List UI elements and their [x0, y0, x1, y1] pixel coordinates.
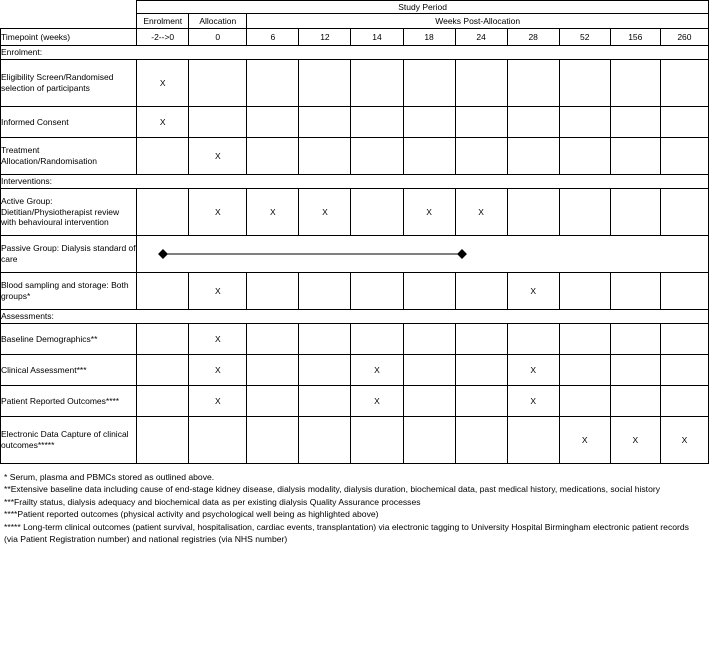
footnotes	[0, 471, 709, 546]
passive-group-timeline-cell	[137, 236, 709, 273]
cell-mark	[559, 324, 610, 355]
table-row	[1, 386, 709, 417]
cell-mark	[403, 386, 455, 417]
timeline-end-diamond-icon	[457, 249, 467, 259]
cell-mark	[403, 138, 455, 175]
timepoint-0: -2-->0	[137, 29, 189, 46]
cell-mark	[660, 107, 708, 138]
cell-mark: X	[660, 417, 708, 464]
row-label-passive-group: Passive Group: Dialysis standard of care	[1, 236, 137, 273]
footnote-5: ***** Long-term clinical outcomes (patient survival, hospitalisation, cardiac events, transplantation) via electronic tagging to University Hospital Birmingham electronic patient records (via Patient Registration number) and national registries (via NHS number)	[4, 521, 689, 545]
cell-mark	[403, 417, 455, 464]
cell-mark	[455, 386, 507, 417]
timepoint-10: 260	[660, 29, 708, 46]
cell-mark	[559, 386, 610, 417]
timepoint-1: 0	[189, 29, 247, 46]
header-corner-blank	[1, 1, 137, 14]
cell-mark	[559, 273, 610, 310]
cell-mark	[137, 355, 189, 386]
cell-mark	[247, 273, 299, 310]
table-row	[1, 355, 709, 386]
cell-mark	[247, 60, 299, 107]
row-label-blood-sampling: Blood sampling and storage: Both groups*	[1, 273, 137, 310]
cell-mark	[610, 386, 660, 417]
cell-mark	[247, 386, 299, 417]
cell-mark	[660, 60, 708, 107]
row-label-patient-reported-outcomes: Patient Reported Outcomes****	[1, 386, 137, 417]
cell-mark	[351, 324, 403, 355]
cell-mark: X	[189, 138, 247, 175]
cell-mark	[137, 138, 189, 175]
cell-mark: X	[610, 417, 660, 464]
cell-mark	[660, 189, 708, 236]
cell-mark	[137, 386, 189, 417]
cell-mark: X	[189, 386, 247, 417]
cell-mark	[610, 273, 660, 310]
cell-mark	[137, 324, 189, 355]
cell-mark	[455, 355, 507, 386]
cell-mark	[455, 324, 507, 355]
cell-mark	[610, 138, 660, 175]
cell-mark	[247, 417, 299, 464]
table-row	[1, 273, 709, 310]
cell-mark: X	[189, 355, 247, 386]
cell-mark	[559, 107, 610, 138]
header-timepoint-label: Timepoint (weeks)	[1, 29, 137, 46]
section-title-enrolment: Enrolment:	[1, 46, 709, 60]
row-label-informed-consent: Informed Consent	[1, 107, 137, 138]
cell-mark	[247, 324, 299, 355]
cell-mark	[247, 138, 299, 175]
timepoint-4: 14	[351, 29, 403, 46]
table-row	[1, 189, 709, 236]
row-label-eligibility-screen: Eligibility Screen/Randomised selection of participants	[1, 60, 137, 107]
cell-mark	[351, 107, 403, 138]
footnote-1: * Serum, plasma and PBMCs stored as outlined above.	[4, 472, 215, 482]
header-study-period: Study Period	[137, 1, 709, 14]
cell-mark	[559, 138, 610, 175]
cell-mark	[247, 107, 299, 138]
table-row	[1, 236, 709, 273]
header-post-allocation: Weeks Post-Allocation	[247, 14, 709, 29]
cell-mark	[610, 60, 660, 107]
cell-mark	[403, 273, 455, 310]
cell-mark	[351, 60, 403, 107]
timepoint-8: 52	[559, 29, 610, 46]
timeline-start-diamond-icon	[158, 249, 168, 259]
timepoint-6: 24	[455, 29, 507, 46]
row-label-electronic-data-capture: Electronic Data Capture of clinical outcomes*****	[1, 417, 137, 464]
cell-mark	[299, 107, 351, 138]
cell-mark	[189, 417, 247, 464]
cell-mark	[507, 324, 559, 355]
cell-mark	[455, 60, 507, 107]
section-header-row	[1, 175, 709, 189]
cell-mark: X	[559, 417, 610, 464]
header-corner-blank-2	[1, 14, 137, 29]
cell-mark	[455, 138, 507, 175]
timepoint-9: 156	[610, 29, 660, 46]
schedule-table-body	[1, 1, 709, 464]
cell-mark	[507, 138, 559, 175]
cell-mark	[660, 138, 708, 175]
cell-mark: X	[403, 189, 455, 236]
table-row	[1, 138, 709, 175]
cell-mark	[507, 107, 559, 138]
timepoint-7: 28	[507, 29, 559, 46]
cell-mark	[137, 417, 189, 464]
cell-mark	[507, 60, 559, 107]
table-row	[1, 417, 709, 464]
cell-mark	[610, 324, 660, 355]
header-row-phases	[1, 14, 709, 29]
cell-mark: X	[507, 355, 559, 386]
timepoint-5: 18	[403, 29, 455, 46]
cell-mark	[610, 355, 660, 386]
cell-mark	[247, 355, 299, 386]
cell-mark	[299, 60, 351, 107]
cell-mark: X	[247, 189, 299, 236]
cell-mark	[351, 417, 403, 464]
row-label-active-group: Active Group: Dietitian/Physiotherapist review with behavioural intervention	[1, 189, 137, 236]
cell-mark: X	[507, 386, 559, 417]
cell-mark	[403, 355, 455, 386]
section-title-assessments: Assessments:	[1, 310, 709, 324]
cell-mark	[137, 273, 189, 310]
cell-mark	[299, 324, 351, 355]
cell-mark	[189, 60, 247, 107]
footnote-4: ****Patient reported outcomes (physical activity and psychological well being as highlighted above)	[4, 509, 379, 520]
cell-mark	[137, 189, 189, 236]
cell-mark	[559, 189, 610, 236]
cell-mark: X	[137, 107, 189, 138]
cell-mark: X	[137, 60, 189, 107]
table-row	[1, 107, 709, 138]
cell-mark: X	[507, 273, 559, 310]
cell-mark	[610, 107, 660, 138]
header-row-period	[1, 1, 709, 14]
cell-mark	[351, 273, 403, 310]
cell-mark	[189, 107, 247, 138]
cell-mark	[660, 273, 708, 310]
cell-mark	[403, 60, 455, 107]
header-allocation: Allocation	[189, 14, 247, 29]
cell-mark	[455, 107, 507, 138]
cell-mark	[299, 273, 351, 310]
cell-mark: X	[189, 273, 247, 310]
cell-mark	[559, 60, 610, 107]
table-row	[1, 60, 709, 107]
cell-mark: X	[455, 189, 507, 236]
cell-mark	[299, 386, 351, 417]
cell-mark	[403, 324, 455, 355]
cell-mark	[610, 189, 660, 236]
cell-mark	[660, 324, 708, 355]
row-label-baseline-demographics: Baseline Demographics**	[1, 324, 137, 355]
cell-mark	[299, 417, 351, 464]
cell-mark	[507, 417, 559, 464]
footnote-3: ***Frailty status, dialysis adequacy and biochemical data as per existing dialysis Quality Assurance processes	[4, 496, 421, 507]
cell-mark: X	[189, 324, 247, 355]
timepoint-2: 6	[247, 29, 299, 46]
section-header-row	[1, 310, 709, 324]
timepoint-3: 12	[299, 29, 351, 46]
row-label-treatment-allocation: Treatment Allocation/Randomisation	[1, 138, 137, 175]
cell-mark	[559, 355, 610, 386]
header-row-timepoints	[1, 29, 709, 46]
cell-mark	[507, 189, 559, 236]
cell-mark: X	[351, 355, 403, 386]
section-header-row	[1, 46, 709, 60]
cell-mark	[351, 138, 403, 175]
row-label-clinical-assessment: Clinical Assessment***	[1, 355, 137, 386]
cell-mark	[299, 138, 351, 175]
cell-mark: X	[189, 189, 247, 236]
cell-mark	[299, 355, 351, 386]
timeline-line	[163, 254, 460, 255]
cell-mark	[403, 107, 455, 138]
cell-mark	[351, 189, 403, 236]
cell-mark	[660, 386, 708, 417]
section-title-interventions: Interventions:	[1, 175, 709, 189]
cell-mark	[660, 355, 708, 386]
table-row	[1, 324, 709, 355]
header-enrolment: Enrolment	[137, 14, 189, 29]
footnote-2: **Extensive baseline data including cause of end-stage kidney disease, dialysis modality, dialysis duration, biochemical data, past medical history, medications, social history	[4, 484, 661, 495]
cell-mark	[455, 273, 507, 310]
cell-mark	[455, 417, 507, 464]
cell-mark: X	[351, 386, 403, 417]
cell-mark: X	[299, 189, 351, 236]
